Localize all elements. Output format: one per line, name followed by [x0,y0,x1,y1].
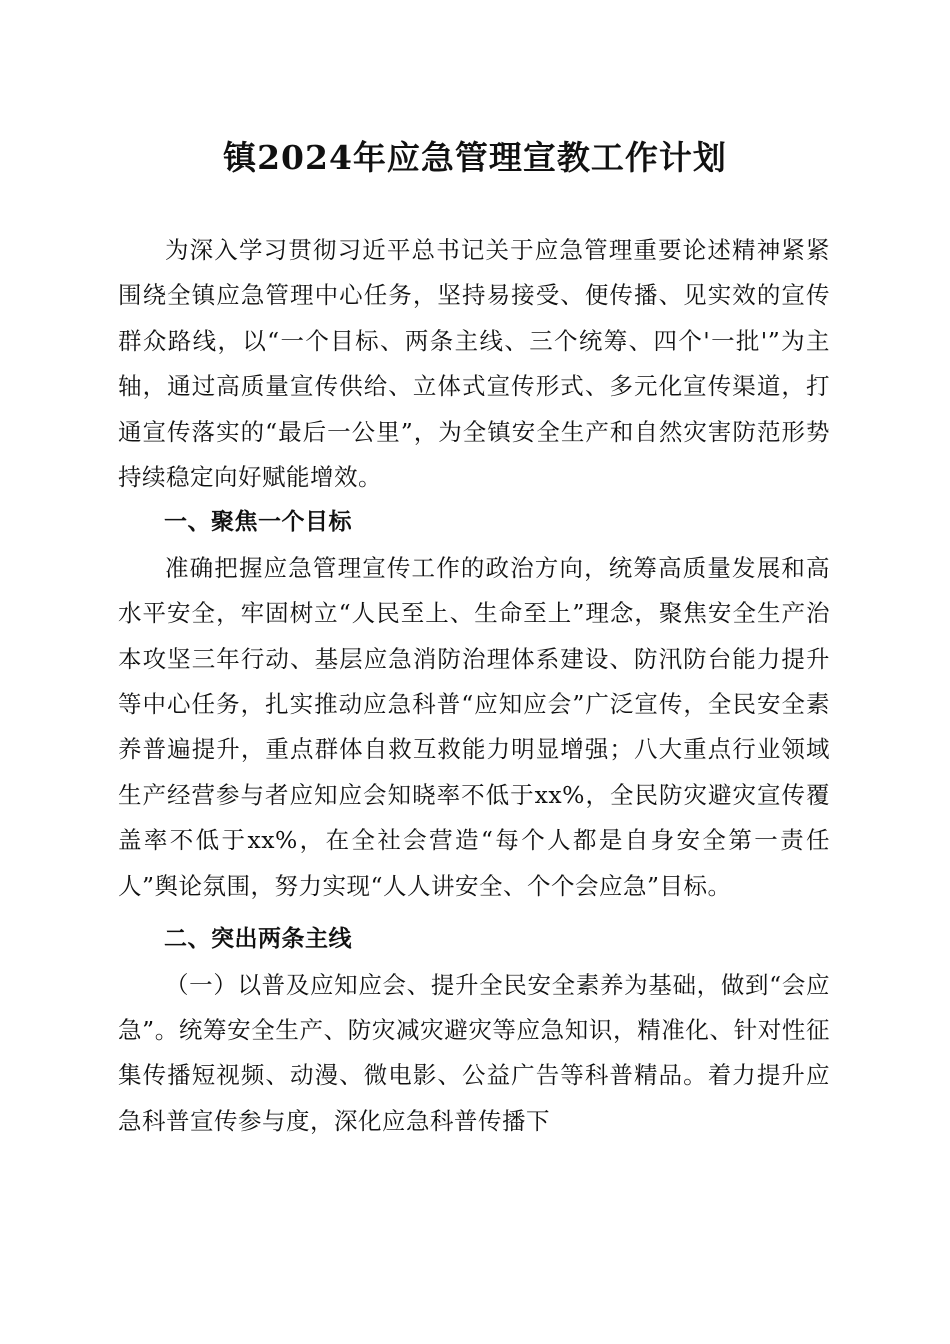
document-title: 镇2024年应急管理宣教工作计划 [223,138,727,177]
section-2-sub-1-paragraph: （一）以普及应知应会、提升全民安全素养为基础，做到“会应急”。统筹安全生产、防灾减灾避灾等应急知识，精准化、针对性征集传播短视频、动漫、微电影、公益广告等科普精品。着力提升应急科普宣传参与度，深化应急科普传播下 [118,970,830,1135]
document-body [118,228,830,1144]
section-2-heading: 二、突出两条主线 [164,926,352,953]
section-1-paragraph: 准确把握应急管理宣传工作的政治方向，统筹高质量发展和高水平安全，牢固树立“人民至上、生命至上”理念，聚焦安全生产治本攻坚三年行动、基层应急消防治理体系建设、防汛防台能力提升等中心任务，扎实推动应急科普“应知应会”广泛宣传，全民安全素养普遍提升，重点群体自救互救能力明显增强；八大重点行业领域生产经营参与者应知应会知晓率不低于xx%，全民防灾避灾宣传覆盖率不低于xx%，在全社会营造“每个人都是自身安全第一责任人”舆论氛围，努力实现“人人讲安全、个个会应急”目标。 [118,553,830,900]
intro-paragraph: 为深入学习贯彻习近平总书记关于应急管理重要论述精神紧紧围绕全镇应急管理中心任务，坚持易接受、便传播、见实效的宣传群众路线，以“一个目标、两条主线、三个统筹、四个'一批'”为主轴，通过高质量宣传供给、立体式宣传形式、多元化宣传渠道，打通宣传落实的“最后一公里”，为全镇安全生产和自然灾害防范形势持续稳定向好赋能增效。 [118,236,830,492]
section-1-heading: 一、聚焦一个目标 [164,509,352,536]
